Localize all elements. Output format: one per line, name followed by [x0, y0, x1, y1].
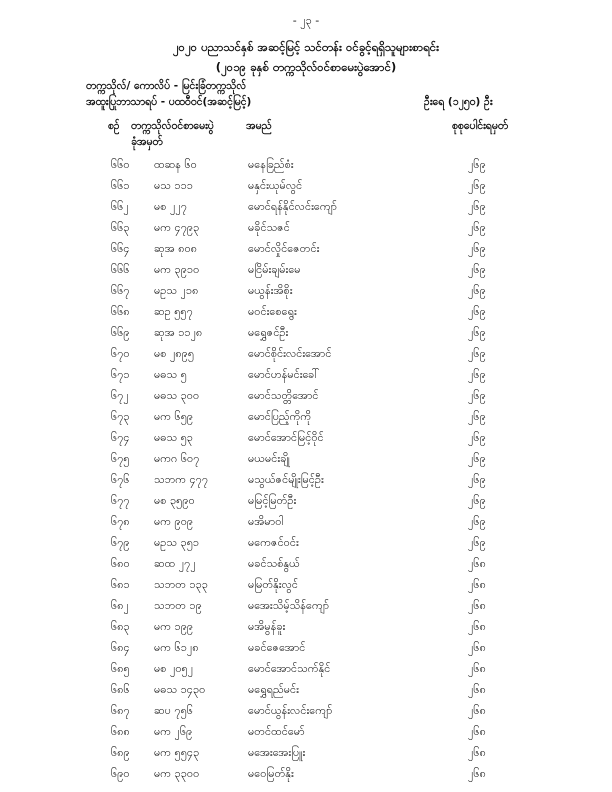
roll-number: မဓသ ၅: [154, 368, 187, 381]
roll-number: ဆဥ ၅၅၇: [154, 305, 193, 318]
column-header-name: အမည်: [246, 120, 272, 132]
row-number: ၆၈၃: [111, 620, 130, 633]
table-row: [0, 660, 612, 681]
roll-number: မက ၆၅၉: [154, 410, 194, 423]
university-line: တက္ကသိုလ်/ ကောလိပ် - မြင်းခြံတက္ကသိုလ်: [86, 80, 247, 92]
row-number: ၆၈၅: [111, 662, 130, 675]
student-name: မောင်ယွန်းလင်းကျော်: [248, 704, 333, 717]
roll-number: မက ၄၇၉၃: [154, 221, 200, 234]
student-name: မခိုင်သဇင်: [248, 221, 290, 234]
roll-number: မဓသ ၃၀၀: [154, 389, 200, 402]
row-number: ၆၈၈: [111, 725, 130, 738]
roll-number: သဘတ ၁၃၃: [154, 578, 208, 591]
row-number: ၆၆၀: [111, 158, 130, 171]
total-marks: ၂၆၉: [468, 326, 486, 339]
total-marks: ၂၆၈: [468, 704, 486, 717]
roll-number: မကဂ ၆၀၇: [154, 452, 200, 465]
total-count: ဦးရေ (၁၂၅၀) ဦး: [424, 96, 493, 108]
total-marks: ၂၆၈: [468, 641, 486, 654]
row-number: ၆၆၆: [111, 263, 130, 276]
student-name: မကေဇင်ဝင်း: [248, 536, 299, 549]
student-name: မမြင့်မြတ်ဦး: [248, 494, 297, 507]
row-number: ၆၇၂: [111, 389, 129, 402]
student-name: မယမင်းချို: [248, 452, 290, 465]
table-row: [0, 618, 612, 639]
row-number: ၆၆၁: [111, 179, 130, 192]
total-marks: ၂၆၉: [468, 242, 486, 255]
table-row: [0, 177, 612, 198]
student-name: မနှင်းယုမ်လွင်: [248, 179, 303, 192]
student-name: မအိမာဝါ: [248, 515, 284, 528]
total-marks: ၂၆၉: [468, 284, 486, 297]
row-number: ၆၆၃: [111, 221, 130, 234]
roll-number: ဆုအ ၈၀၈: [154, 242, 197, 255]
row-number: ၆၇၉: [111, 536, 130, 549]
total-marks: ၂၆၈: [468, 557, 486, 570]
total-marks: ၂၆၈: [468, 683, 486, 696]
roll-number: မက ၂၆၉: [154, 725, 193, 738]
row-number: ၆၆၇: [111, 284, 130, 297]
table-row: [0, 366, 612, 387]
student-name: မောင်စိုင်းလင်းအောင်: [248, 347, 332, 360]
row-number: ၆၈၄: [111, 641, 130, 654]
student-name: မောင်ရန်နိုင်လင်းကျော်: [248, 200, 337, 213]
row-number: ၆၈၉: [111, 746, 130, 759]
total-marks: ၂၆၈: [468, 767, 486, 780]
table-row: [0, 429, 612, 450]
table-row: [0, 450, 612, 471]
roll-number: မဥသ ၂၁၈: [154, 284, 199, 297]
total-marks: ၂၆၉: [468, 263, 486, 276]
column-header-total-marks: စုစုပေါင်းရမှတ်: [452, 120, 509, 132]
row-number: ၆၆၉: [111, 326, 130, 339]
roll-number: မသ ၁၁၁: [154, 179, 193, 192]
student-name: မငြိမ်းချမ်းမေ: [248, 263, 301, 276]
student-name: မရွှေရည်မင်း: [248, 683, 299, 696]
student-name: မောင်အောင်မြင့်ဝိုင်: [248, 431, 324, 444]
column-header-roll-number: တက္ကသိုလ်ဝင်စာမေးပွဲ: [131, 120, 214, 132]
student-name: မဝင်းစေရွေး: [248, 305, 297, 318]
row-number: ၆၇၅: [111, 452, 130, 465]
row-number: ၆၇၀: [111, 347, 130, 360]
roll-number: ဆပ ၇၅၆: [154, 704, 193, 717]
roll-number: မစ ၂၂၇: [154, 200, 187, 213]
row-number: ၆၇၈: [111, 515, 130, 528]
column-header-roll-number-line2: ခုံအမှတ်: [131, 136, 163, 148]
student-name: မမြတ်နိုးလွင်: [248, 578, 299, 591]
table-row: [0, 534, 612, 555]
results-table: [0, 156, 612, 786]
student-name: မအေးအေးပြူး: [248, 746, 306, 759]
total-marks: ၂၆၈: [468, 620, 486, 633]
student-name: မခင်သစ်နွယ်: [248, 557, 300, 570]
roll-number: မက ၅၅၄၃: [154, 746, 200, 759]
student-name: မောင်အောင်သက်နိုင်: [248, 662, 331, 675]
table-row: [0, 408, 612, 429]
table-row: [0, 387, 612, 408]
total-marks: ၂၆၉: [468, 305, 486, 318]
roll-number: ထဆန ၆၀: [154, 158, 197, 171]
total-marks: ၂၆၉: [468, 410, 486, 423]
student-name: မောင်သတ္တိအောင်: [248, 389, 319, 402]
table-row: [0, 240, 612, 261]
student-name: မဝေမြတ်နိုး: [248, 767, 294, 780]
student-name: မောင်ဟန်မင်းခေါ်: [248, 368, 320, 381]
student-name: မရွှေဇင်ဦး: [248, 326, 289, 339]
row-number: ၆၆၄: [111, 242, 130, 255]
roll-number: မဓသ ၁၄၃၀: [154, 683, 206, 696]
total-marks: ၂၆၉: [468, 158, 486, 171]
roll-number: မစ ၃၅၉၀: [154, 494, 195, 507]
total-marks: ၂၆၉: [468, 452, 486, 465]
student-name: မောင်ပြည့်ကိုကို: [248, 410, 312, 423]
roll-number: မစ ၂၈၉၅: [154, 347, 195, 360]
total-marks: ၂၆၉: [468, 494, 486, 507]
table-row: [0, 282, 612, 303]
total-marks: ၂၆၉: [468, 389, 486, 402]
total-marks: ၂၆၉: [468, 179, 486, 192]
total-marks: ၂၆၉: [468, 431, 486, 444]
student-name: မခင်ဇေအောင်: [248, 641, 306, 654]
table-row: [0, 261, 612, 282]
total-marks: ၂၆၈: [468, 578, 486, 591]
table-row: [0, 324, 612, 345]
row-number: ၆၈၆: [111, 683, 130, 696]
total-marks: ၂၆၈: [468, 662, 486, 675]
table-row: [0, 765, 612, 786]
total-marks: ၂၆၉: [468, 368, 486, 381]
student-name: မယွန်းအိစိုး: [248, 284, 293, 297]
row-number: ၆၈၂: [111, 599, 129, 612]
row-number: ၆၇၇: [111, 494, 130, 507]
page-number: - ၂၃ -: [292, 14, 320, 27]
table-row: [0, 492, 612, 513]
row-number: ၆၆၈: [111, 305, 130, 318]
table-row: [0, 156, 612, 177]
table-row: [0, 639, 612, 660]
student-name: မအေးသိမ့်သိန်ကျော်: [248, 599, 329, 612]
table-row: [0, 345, 612, 366]
roll-number: မဓသ ၅၃: [154, 431, 193, 444]
total-marks: ၂၆၉: [468, 200, 486, 213]
table-row: [0, 597, 612, 618]
document-title: ၂၀၂၀ ပညာသင်နှစ် အဆင့်မြင့် သင်တန်း ဝင်ခွင့်ရရှိသူများစာရင်း: [172, 40, 440, 54]
student-name: မနေခြည်စံး: [248, 158, 294, 171]
roll-number: မက ၃၃၀၀: [154, 767, 200, 780]
table-row: [0, 555, 612, 576]
student-name: မောင်လှိုင်ဇေတင်း: [248, 242, 320, 255]
roll-number: မက ၃၉၁၀: [154, 263, 200, 276]
table-row: [0, 198, 612, 219]
table-row: [0, 303, 612, 324]
total-marks: ၂၆၉: [468, 347, 486, 360]
row-number: ၆၈၇: [111, 704, 130, 717]
student-name: မအိမွန်ခူး: [248, 620, 286, 633]
roll-number: မက ၁၉၉: [154, 620, 194, 633]
total-marks: ၂၆၈: [468, 599, 486, 612]
roll-number: မဥသ ၃၅၁: [154, 536, 200, 549]
document-subtitle: (၂၀၁၉ ခုနှစ် တက္ကသိုလ်ဝင်စာမေးပွဲအောင်): [215, 60, 397, 74]
roll-number: သဘတ ၁၉: [154, 599, 202, 612]
row-number: ၆၉၀: [111, 767, 130, 780]
roll-number: မက ၉၀၉: [154, 515, 194, 528]
table-row: [0, 681, 612, 702]
student-name: မသွယ်ဇင်မျိုးမြင့်ဦး: [248, 473, 324, 486]
roll-number: မက ၆၁၂၈: [154, 641, 199, 654]
total-marks: ၂၆၉: [468, 536, 486, 549]
total-marks: ၂၆၈: [468, 725, 486, 738]
table-row: [0, 471, 612, 492]
table-row: [0, 513, 612, 534]
row-number: ၆၇၄: [111, 431, 130, 444]
roll-number: ဆုအ ၁၁၂၈: [154, 326, 203, 339]
table-row: [0, 744, 612, 765]
student-name: မတင်ထင်မော်: [248, 725, 305, 738]
row-number: ၆၇၁: [111, 368, 130, 381]
table-row: [0, 702, 612, 723]
total-marks: ၂၆၉: [468, 221, 486, 234]
row-number: ၆၇၆: [111, 473, 130, 486]
total-marks: ၂၆၈: [468, 746, 486, 759]
row-number: ၆၆၂: [111, 200, 129, 213]
total-marks: ၂၆၉: [468, 473, 486, 486]
roll-number: သဘက ၄၇၇: [154, 473, 209, 486]
table-row: [0, 723, 612, 744]
column-header-no: စဉ်: [108, 120, 120, 132]
subject-line: အထူးပြုဘာသာရပ် - ပထဝီဝင်(အဆင့်မြင့်): [86, 96, 252, 108]
row-number: ၆၈၁: [111, 578, 130, 591]
table-row: [0, 219, 612, 240]
roll-number: မစ ၂၀၅၂: [154, 662, 194, 675]
table-row: [0, 576, 612, 597]
roll-number: ဆထ ၂၇၂: [154, 557, 196, 570]
row-number: ၆၈၀: [111, 557, 130, 570]
total-marks: ၂၆၉: [468, 515, 486, 528]
row-number: ၆၇၃: [111, 410, 130, 423]
